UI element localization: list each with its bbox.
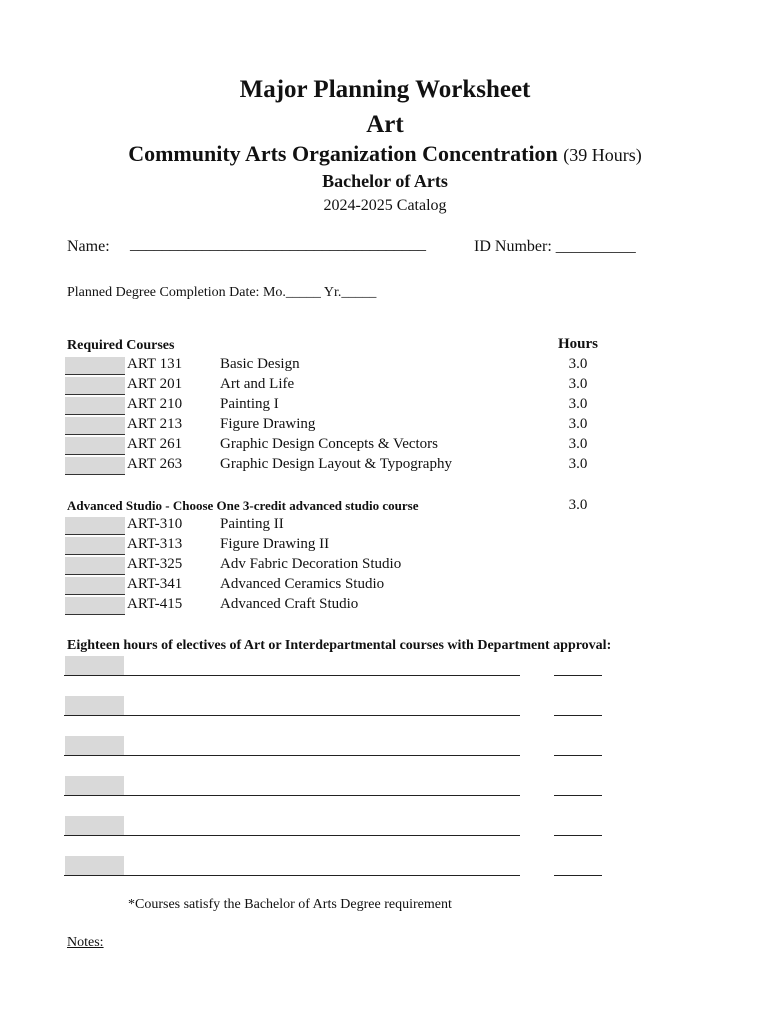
concentration-name: Community Arts Organization Concentration [128,141,558,166]
elective-code-field[interactable] [65,696,124,715]
name-field[interactable]: _____________________________________ [130,236,426,253]
course-code: ART-313 [127,536,183,552]
course-title: Figure Drawing [220,416,316,432]
id-number-field[interactable]: ID Number: __________ [474,238,636,255]
course-title: Art and Life [220,376,295,392]
elective-course-line[interactable] [64,675,520,676]
elective-course-line[interactable] [64,795,520,796]
course-title: Advanced Craft Studio [220,596,359,612]
course-code: ART-415 [127,596,183,612]
elective-hours-line[interactable] [554,835,602,836]
concentration-title [0,141,770,167]
course-code: ART-325 [127,556,183,572]
required-courses-heading: Required Courses [67,338,175,353]
notes-label: Notes: [67,935,104,950]
course-title: Graphic Design Layout & Typography [220,456,452,472]
elective-code-field[interactable] [65,816,124,835]
elective-hours-line[interactable] [554,755,602,756]
course-title: Advanced Ceramics Studio [220,576,385,592]
course-hours: 3.0 [568,356,588,372]
subject-title: Art [366,111,404,138]
course-code: ART 261 [127,436,183,452]
course-checkbox[interactable] [65,417,125,435]
elective-course-line[interactable] [64,835,520,836]
course-title: Basic Design [220,356,300,372]
elective-code-field[interactable] [65,656,124,675]
course-code: ART 131 [127,356,183,372]
advanced-studio-hours: 3.0 [568,497,588,513]
advanced-studio-heading: Advanced Studio - Choose One 3-credit advanced studio course [67,498,419,513]
elective-code-field[interactable] [65,736,124,755]
footnote: *Courses satisfy the Bachelor of Arts Degree requirement [128,897,452,912]
course-title: Figure Drawing II [220,536,330,552]
catalog-year: 2024-2025 Catalog [323,197,447,214]
course-title: Painting I [220,396,279,412]
course-code: ART-310 [127,516,183,532]
course-checkbox[interactable] [65,577,125,595]
course-hours: 3.0 [568,396,588,412]
course-checkbox[interactable] [65,357,125,375]
course-checkbox[interactable] [65,537,125,555]
course-code: ART-341 [127,576,183,592]
course-hours: 3.0 [568,416,588,432]
elective-hours-line[interactable] [554,675,602,676]
course-code: ART 201 [127,376,183,392]
elective-hours-line[interactable] [554,715,602,716]
completion-date-field[interactable]: Planned Degree Completion Date: Mo._____ Yr._____ [67,285,377,300]
degree-title: Bachelor of Arts [322,171,448,191]
course-checkbox[interactable] [65,457,125,475]
course-hours: 3.0 [568,376,588,392]
name-label: Name: [67,238,110,255]
elective-code-field[interactable] [65,856,124,875]
elective-code-field[interactable] [65,776,124,795]
course-code: ART 213 [127,416,183,432]
elective-course-line[interactable] [64,715,520,716]
course-checkbox[interactable] [65,557,125,575]
electives-heading: Eighteen hours of electives of Art or Interdepartmental courses with Department approval: [67,638,612,653]
course-title: Adv Fabric Decoration Studio [220,556,402,572]
worksheet-title: Major Planning Worksheet [239,76,531,103]
course-checkbox[interactable] [65,597,125,615]
hours-heading: Hours [557,336,598,352]
elective-course-line[interactable] [64,875,520,876]
course-code: ART 210 [127,396,183,412]
elective-hours-line[interactable] [554,875,602,876]
course-checkbox[interactable] [65,437,125,455]
elective-hours-line[interactable] [554,795,602,796]
course-code: ART 263 [127,456,183,472]
course-checkbox[interactable] [65,397,125,415]
course-hours: 3.0 [568,456,588,472]
course-title: Painting II [220,516,284,532]
concentration-hours: (39 Hours) [563,145,642,165]
course-checkbox[interactable] [65,517,125,535]
course-title: Graphic Design Concepts & Vectors [220,436,439,452]
course-checkbox[interactable] [65,377,125,395]
elective-course-line[interactable] [64,755,520,756]
course-hours: 3.0 [568,436,588,452]
